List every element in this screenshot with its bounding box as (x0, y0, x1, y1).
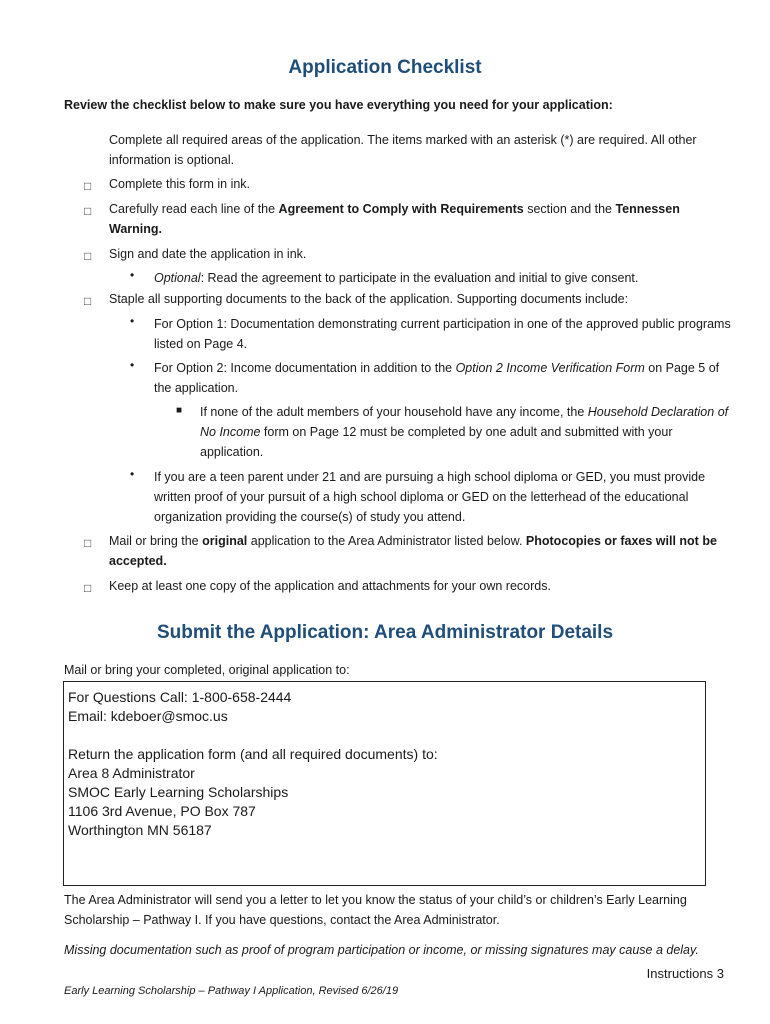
page-number: Instructions 3 (646, 966, 724, 981)
bullet-icon: • (130, 268, 135, 282)
phone-line: For Questions Call: 1-800-658-2444 (68, 689, 292, 705)
checklist-item-mail: Mail or bring the original application to the Area Administrator listed below. Photocopies or faxes will not be accepted. (109, 534, 717, 568)
footer-text: Early Learning Scholarship – Pathway I Application, Revised 6/26/19 (64, 985, 399, 997)
sub-item-option1: For Option 1: Documentation demonstrating current participation in one of the approved public programs listed on Page 4. (154, 317, 731, 351)
checklist-item-ink: Complete this form in ink. (109, 177, 251, 191)
return-line: Return the application form (and all required documents) to: (68, 746, 438, 762)
missing-doc-note: Missing documentation such as proof of program participation or income, or missing signatures may cause a delay. (64, 943, 699, 957)
checkbox-icon: □ (84, 294, 92, 308)
checklist-item-agreement: Carefully read each line of the Agreement to Comply with Requirements section and the Tennessen Warning. (109, 202, 680, 236)
square-bullet-icon: ■ (176, 405, 183, 416)
address-line: SMOC Early Learning Scholarships (68, 784, 289, 800)
bullet-icon: • (130, 467, 135, 481)
checkbox-icon: □ (84, 179, 92, 193)
address-line: Worthington MN 56187 (68, 822, 212, 838)
section-title: Submit the Application: Area Administrator Details (156, 622, 614, 643)
bullet-icon: • (130, 358, 135, 372)
address-line: 1106 3rd Avenue, PO Box 787 (68, 803, 256, 819)
checklist-item-sign: Sign and date the application in ink. (109, 247, 307, 261)
sub-item-optional: Optional: Read the agreement to participate in the evaluation and initial to give consent. (154, 271, 639, 285)
checkbox-icon: □ (84, 536, 92, 550)
administrator-details-box (63, 681, 706, 886)
sub-item-no-income: If none of the adult members of your household have any income, the Household Declaration of No Income form on Page 12 must be completed by one adult and submitted with your application. (200, 405, 729, 459)
email-line: Email: kdeboer@smoc.us (68, 708, 228, 724)
checklist-item-copy: Keep at least one copy of the application and attachments for your own records. (109, 579, 551, 593)
sub-item-option2: For Option 2: Income documentation in addition to the Option 2 Income Verification Form on Page 5 of the application. (154, 361, 720, 395)
checkbox-icon: □ (84, 249, 92, 263)
status-letter-text: The Area Administrator will send you a letter to let you know the status of your child’s or children’s Early Learning Scholarship – Pathway I. If you have questions, contact the Area Administrator. (64, 893, 687, 927)
sub-item-teen-parent: If you are a teen parent under 21 and are pursuing a high school diploma or GED, you must provide written proof of your pursuit of a high school diploma or GED on the letterhead of the educational organization providing the course(s) of study you attend. (154, 470, 706, 524)
checkbox-icon: □ (84, 581, 92, 595)
checklist-item-staple: Staple all supporting documents to the back of the application. Supporting documents include: (109, 292, 629, 306)
page-title: Application Checklist (288, 57, 482, 78)
bullet-icon: • (130, 314, 135, 328)
checkbox-icon: □ (84, 204, 92, 218)
mail-instructions: Mail or bring your completed, original application to: (64, 663, 350, 677)
address-line: Area 8 Administrator (68, 765, 195, 781)
checklist-intro: Review the checklist below to make sure you have everything you need for your application: (64, 98, 613, 112)
checklist-item-required-areas: Complete all required areas of the application. The items marked with an asterisk (*) are required. All other information is optional. (109, 133, 697, 167)
